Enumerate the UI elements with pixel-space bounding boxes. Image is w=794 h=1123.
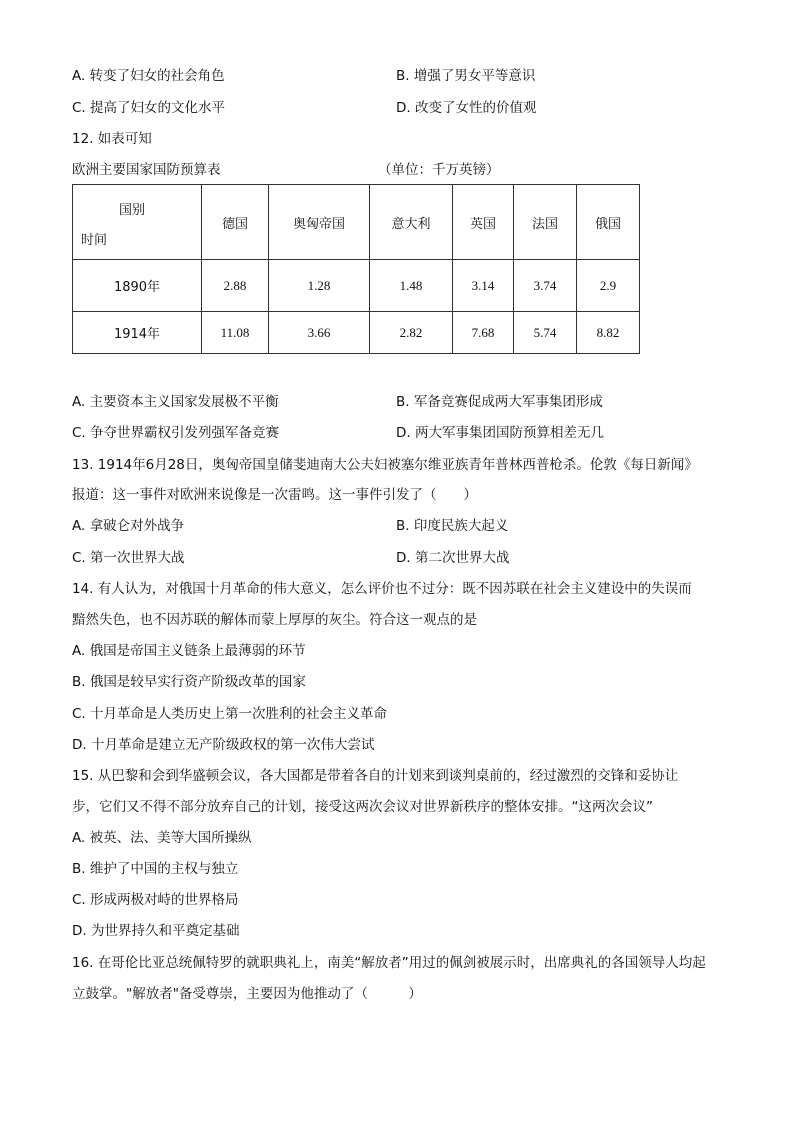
q14-option-b: B. 俄国是较早实行资产阶级改革的国家 bbox=[72, 674, 306, 690]
column-header: 意大利 bbox=[370, 185, 453, 260]
q13-option-a: A. 拿破仑对外战争 bbox=[72, 518, 185, 534]
q14-option-c: C. 十月革命是人类历史上第一次胜利的社会主义革命 bbox=[72, 706, 388, 722]
q14-stem-line2: 黯然失色，也不因苏联的解体而蒙上厚厚的灰尘。符合这一观点的是 bbox=[72, 612, 477, 628]
q13-stem-line1: 13. 1914年6月28日，奥匈帝国皇储斐迪南大公夫妇被塞尔维亚族青年普林西普枪杀。伦敦《每日新闻》 bbox=[72, 457, 698, 473]
q12-option-b: B. 军备竞赛促成两大军事集团形成 bbox=[396, 394, 603, 410]
q15-option-d: D. 为世界持久和平奠定基础 bbox=[72, 923, 240, 939]
table-title: 欧洲主要国家国防预算表 bbox=[72, 162, 221, 178]
q11-option-c: C. 提高了妇女的文化水平 bbox=[72, 100, 226, 116]
q12-option-d: D. 两大军事集团国防预算相差无几 bbox=[396, 425, 604, 441]
q15-option-b: B. 维护了中国的主权与独立 bbox=[72, 861, 239, 877]
q12-stem: 12. 如表可知 bbox=[72, 131, 152, 147]
table-cell: 2.9 bbox=[577, 260, 640, 312]
table-corner-cell bbox=[73, 185, 202, 260]
q15-option-c: C. 形成两极对峙的世界格局 bbox=[72, 892, 239, 908]
q16-stem-line1: 16. 在哥伦比亚总统佩特罗的就职典礼上，南美“解放者”用过的佩剑被展示时，出席典礼的各国领导人均起 bbox=[72, 955, 706, 971]
q13-option-c: C. 第一次世界大战 bbox=[72, 550, 185, 566]
table-row bbox=[73, 260, 640, 312]
header-country: 国别 bbox=[119, 203, 146, 218]
q12-option-a: A. 主要资本主义国家发展极不平衡 bbox=[72, 394, 279, 410]
column-header: 法国 bbox=[514, 185, 577, 260]
row-year: 1914年 bbox=[73, 312, 202, 354]
header-time: 时间 bbox=[81, 233, 108, 248]
q13-option-b: B. 印度民族大起义 bbox=[396, 518, 509, 534]
column-header: 奥匈帝国 bbox=[269, 185, 370, 260]
table-cell: 8.82 bbox=[577, 312, 640, 354]
table-cell: 2.88 bbox=[202, 260, 269, 312]
table-cell: 3.14 bbox=[453, 260, 514, 312]
q13-stem-line2: 报道：这一事件对欧洲来说像是一次雷鸣。这一事件引发了（ ） bbox=[72, 487, 477, 503]
column-header: 俄国 bbox=[577, 185, 640, 260]
budget-table bbox=[72, 184, 640, 354]
table-cell: 2.82 bbox=[370, 312, 453, 354]
column-header: 英国 bbox=[453, 185, 514, 260]
table-cell: 7.68 bbox=[453, 312, 514, 354]
table-unit: （单位：千万英镑） bbox=[378, 162, 500, 178]
q11-option-a: A. 转变了妇女的社会角色 bbox=[72, 68, 225, 84]
table-cell: 3.74 bbox=[514, 260, 577, 312]
table-cell: 1.48 bbox=[370, 260, 453, 312]
table-cell: 3.66 bbox=[269, 312, 370, 354]
q11-option-b: B. 增强了男女平等意识 bbox=[396, 68, 536, 84]
table-cell: 11.08 bbox=[202, 312, 269, 354]
q15-stem-line1: 15. 从巴黎和会到华盛顿会议，各大国都是带着各自的计划来到谈判桌前的，经过激烈的交锋和妥协让 bbox=[72, 768, 679, 784]
q14-option-a: A. 俄国是帝国主义链条上最薄弱的环节 bbox=[72, 643, 306, 659]
q14-option-d: D. 十月革命是建立无产阶级政权的第一次伟大尝试 bbox=[72, 737, 375, 753]
q16-stem-line2: 立鼓掌。"解放者"备受尊崇，主要因为他推动了（ ） bbox=[72, 986, 422, 1002]
table-row bbox=[73, 312, 640, 354]
column-header: 德国 bbox=[202, 185, 269, 260]
q13-option-d: D. 第二次世界大战 bbox=[396, 550, 510, 566]
q11-option-d: D. 改变了女性的价值观 bbox=[396, 100, 537, 116]
table-header-row bbox=[73, 185, 640, 260]
q14-stem-line1: 14. 有人认为，对俄国十月革命的伟大意义，怎么评价也不过分：既不因苏联在社会主义建设中的失误而 bbox=[72, 581, 692, 597]
row-year: 1890年 bbox=[73, 260, 202, 312]
table-cell: 5.74 bbox=[514, 312, 577, 354]
q15-option-a: A. 被英、法、美等大国所操纵 bbox=[72, 830, 252, 846]
q15-stem-line2: 步，它们又不得不部分放弃自己的计划，接受这两次会议对世界新秩序的整体安排。“这两次会议” bbox=[72, 799, 653, 815]
q12-option-c: C. 争夺世界霸权引发列强军备竞赛 bbox=[72, 425, 280, 441]
table-cell: 1.28 bbox=[269, 260, 370, 312]
